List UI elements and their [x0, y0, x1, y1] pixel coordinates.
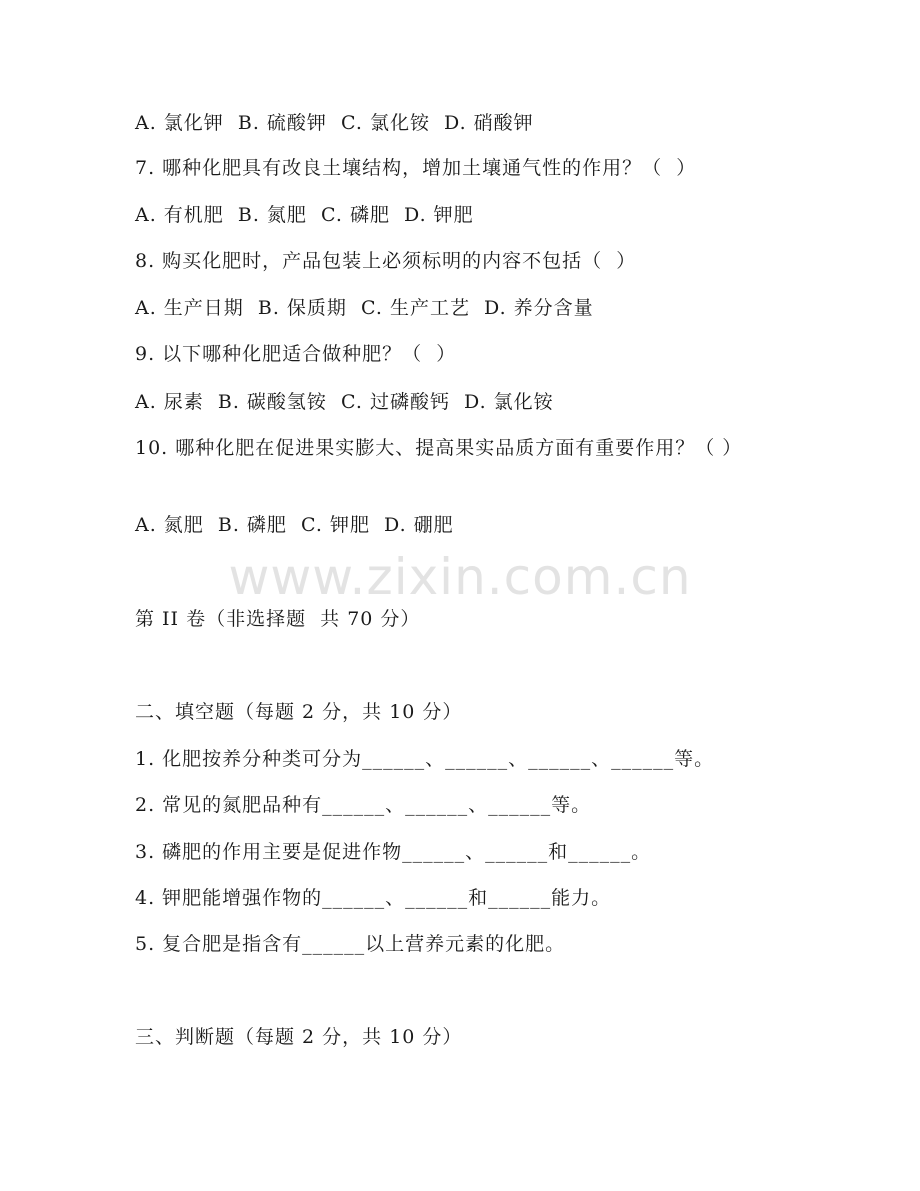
question-8: 8. 购买化肥时，产品包装上必须标明的内容不包括（ ） — [135, 250, 637, 272]
option-line-q7: A. 有机肥 B. 氮肥 C. 磷肥 D. 钾肥 — [135, 204, 474, 226]
section-title-part-2: 第 II 卷（非选择题 共 70 分） — [135, 608, 421, 630]
fill-blank-4: 4. 钾肥能增强作物的______、______和______能力。 — [135, 887, 612, 909]
option-line-q6: A. 氯化钾 B. 硫酸钾 C. 氯化铵 D. 硝酸钾 — [135, 112, 534, 134]
option-line-q8: A. 生产日期 B. 保质期 C. 生产工艺 D. 养分含量 — [135, 297, 594, 319]
section-title-fill-blank: 二、填空题（每题 2 分，共 10 分） — [135, 701, 463, 723]
watermark: www.zixin.com.cn — [228, 548, 692, 606]
fill-blank-3: 3. 磷肥的作用主要是促进作物______、______和______。 — [135, 841, 652, 863]
question-9: 9. 以下哪种化肥适合做种肥？（ ） — [135, 343, 457, 365]
section-title-true-false: 三、判断题（每题 2 分，共 10 分） — [135, 1026, 463, 1048]
question-10: 10. 哪种化肥在促进果实膨大、提高果实品质方面有重要作用？（ ） — [135, 437, 743, 459]
option-line-q9: A. 尿素 B. 碳酸氢铵 C. 过磷酸钙 D. 氯化铵 — [135, 391, 554, 413]
fill-blank-1: 1. 化肥按养分种类可分为______、______、______、______等。 — [135, 748, 715, 770]
fill-blank-2: 2. 常见的氮肥品种有______、______、______等。 — [135, 794, 592, 816]
question-7: 7. 哪种化肥具有改良土壤结构，增加土壤通气性的作用？（ ） — [135, 157, 697, 179]
fill-blank-5: 5. 复合肥是指含有______以上营养元素的化肥。 — [135, 933, 566, 955]
option-line-q10: A. 氮肥 B. 磷肥 C. 钾肥 D. 硼肥 — [135, 514, 454, 536]
